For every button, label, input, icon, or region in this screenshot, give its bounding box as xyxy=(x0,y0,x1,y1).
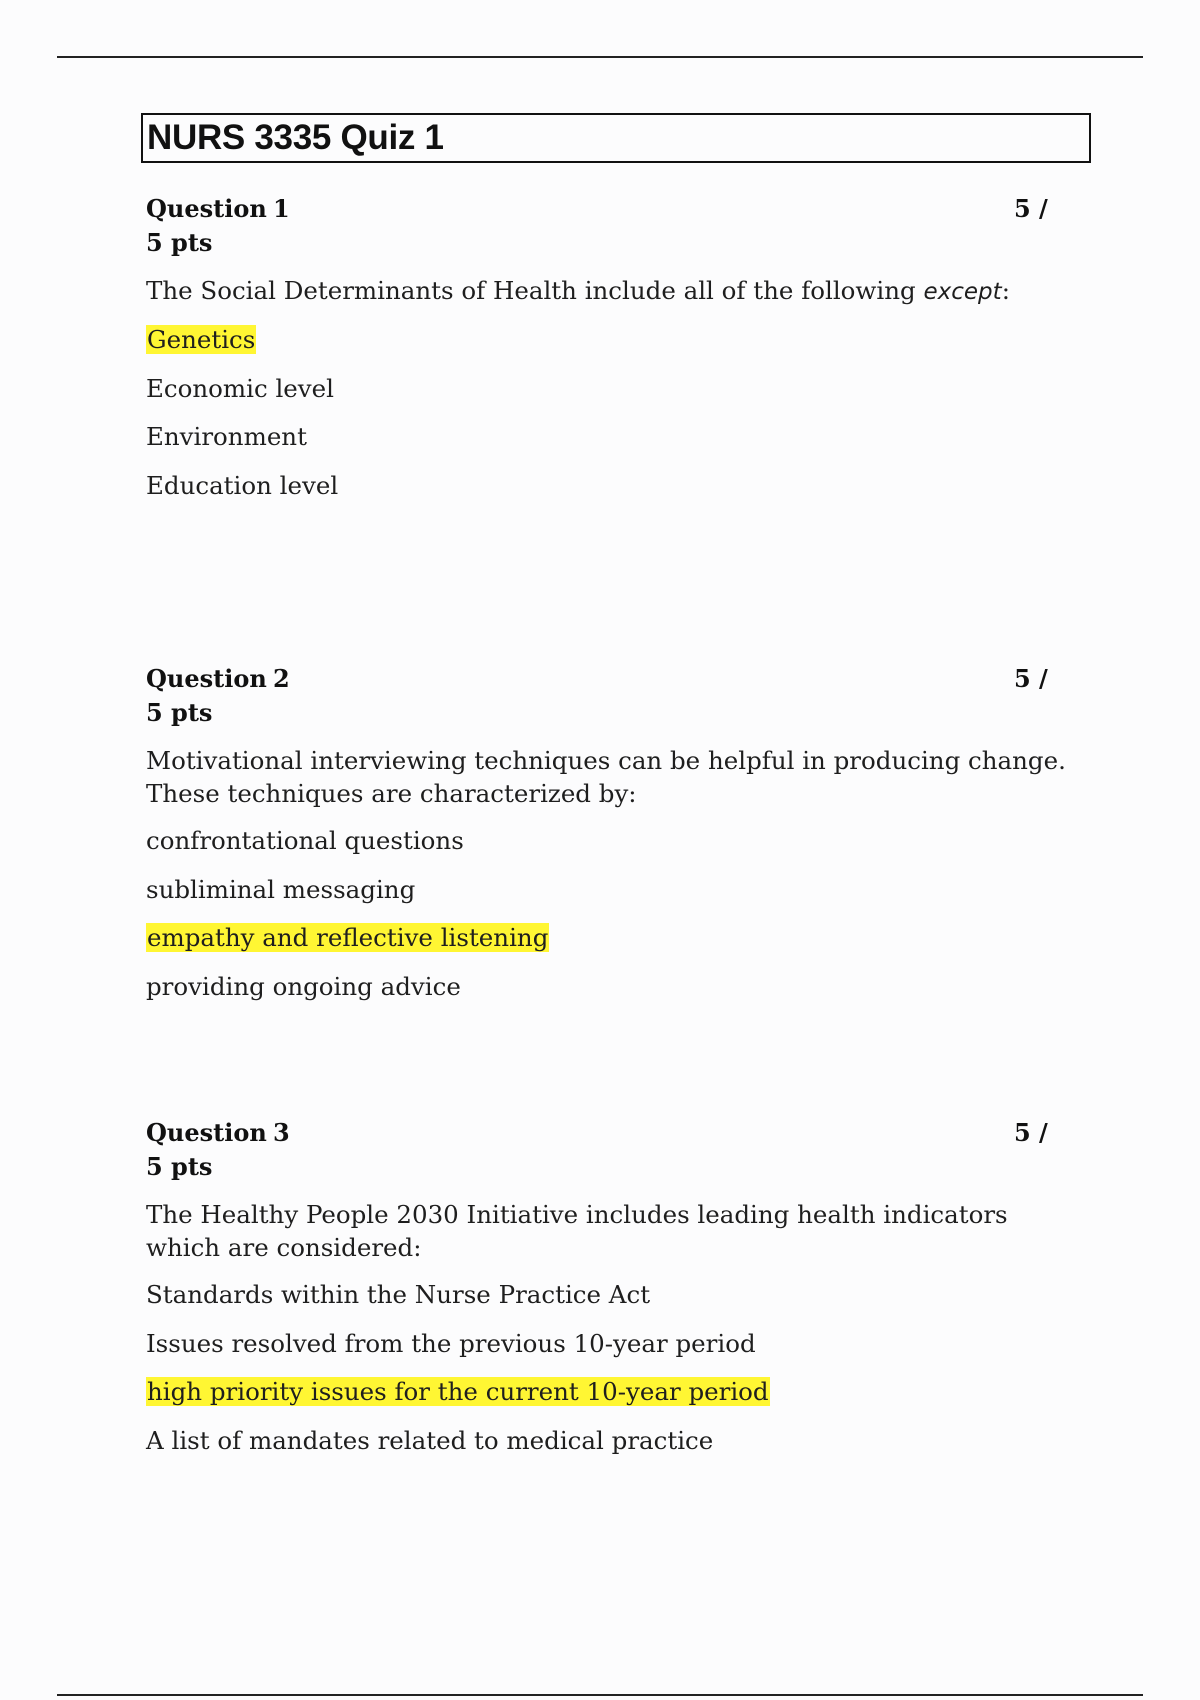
question-prompt-suffix: : xyxy=(1001,276,1010,305)
answer-text: A list of mandates related to medical practice xyxy=(146,1425,714,1455)
answer-list xyxy=(146,323,1086,502)
answer-option[interactable] xyxy=(146,469,1086,502)
question-label: Question xyxy=(146,664,267,693)
answer-option[interactable] xyxy=(146,970,1086,1003)
question-1 xyxy=(146,192,1086,517)
quiz-title: NURS 3335 Quiz 1 xyxy=(147,118,444,157)
answer-text: confrontational questions xyxy=(146,826,464,855)
answer-text-highlighted: empathy and reflective listening xyxy=(147,923,549,952)
question-prompt-text: The Social Determinants of Health include all of the following xyxy=(146,276,924,305)
question-header xyxy=(146,1116,1086,1150)
question-header xyxy=(146,662,1086,696)
answer-text: Issues resolved from the previous 10-year period xyxy=(146,1328,756,1358)
bottom-rule xyxy=(57,1694,1143,1696)
answer-option[interactable] xyxy=(146,824,1086,857)
answer-list xyxy=(146,824,1086,1003)
answer-option[interactable] xyxy=(146,372,1086,405)
answer-text-highlighted: Genetics xyxy=(147,325,256,354)
answer-text: Environment xyxy=(146,422,307,451)
quiz-title-box xyxy=(141,113,1091,163)
answer-option[interactable] xyxy=(146,420,1086,453)
question-number: 1 xyxy=(273,194,290,223)
question-header xyxy=(146,192,1086,226)
question-label: Question xyxy=(146,1118,267,1147)
answer-option[interactable] xyxy=(146,1424,1086,1457)
question-score: 5 / xyxy=(1014,664,1048,693)
question-points: 5 pts xyxy=(146,1152,213,1181)
answer-text: Economic level xyxy=(146,373,334,403)
question-prompt: Motivational interviewing techniques can be helpful in producing change. These techniques are characterized by: xyxy=(146,746,1066,808)
question-prompt-emphasis: except xyxy=(923,279,1002,305)
answer-text: Education level xyxy=(146,470,339,500)
answer-option[interactable] xyxy=(146,921,1086,954)
answer-text: providing ongoing advice xyxy=(146,971,461,1001)
answer-option[interactable] xyxy=(146,1375,1086,1408)
question-points: 5 pts xyxy=(146,228,213,257)
question-3 xyxy=(146,1116,1086,1472)
question-score: 5 / xyxy=(1014,1118,1048,1147)
question-2 xyxy=(146,662,1086,1018)
answer-text-highlighted: high priority issues for the current 10-year period xyxy=(147,1377,769,1406)
question-label: Question xyxy=(146,194,267,223)
question-prompt: The Healthy People 2030 Initiative includes leading health indicators which are considered: xyxy=(146,1200,1008,1262)
answer-text: subliminal messaging xyxy=(146,874,416,904)
question-prompt xyxy=(146,274,1086,309)
question-score: 5 / xyxy=(1014,194,1048,223)
top-rule xyxy=(57,56,1143,58)
answer-option[interactable] xyxy=(146,323,1086,356)
question-number: 2 xyxy=(273,664,290,693)
answer-option[interactable] xyxy=(146,1278,1086,1311)
answer-option[interactable] xyxy=(146,1327,1086,1360)
answer-list xyxy=(146,1278,1086,1457)
answer-option[interactable] xyxy=(146,873,1086,906)
question-points: 5 pts xyxy=(146,698,213,727)
question-number: 3 xyxy=(273,1118,290,1147)
answer-text: Standards within the Nurse Practice Act xyxy=(146,1280,651,1309)
